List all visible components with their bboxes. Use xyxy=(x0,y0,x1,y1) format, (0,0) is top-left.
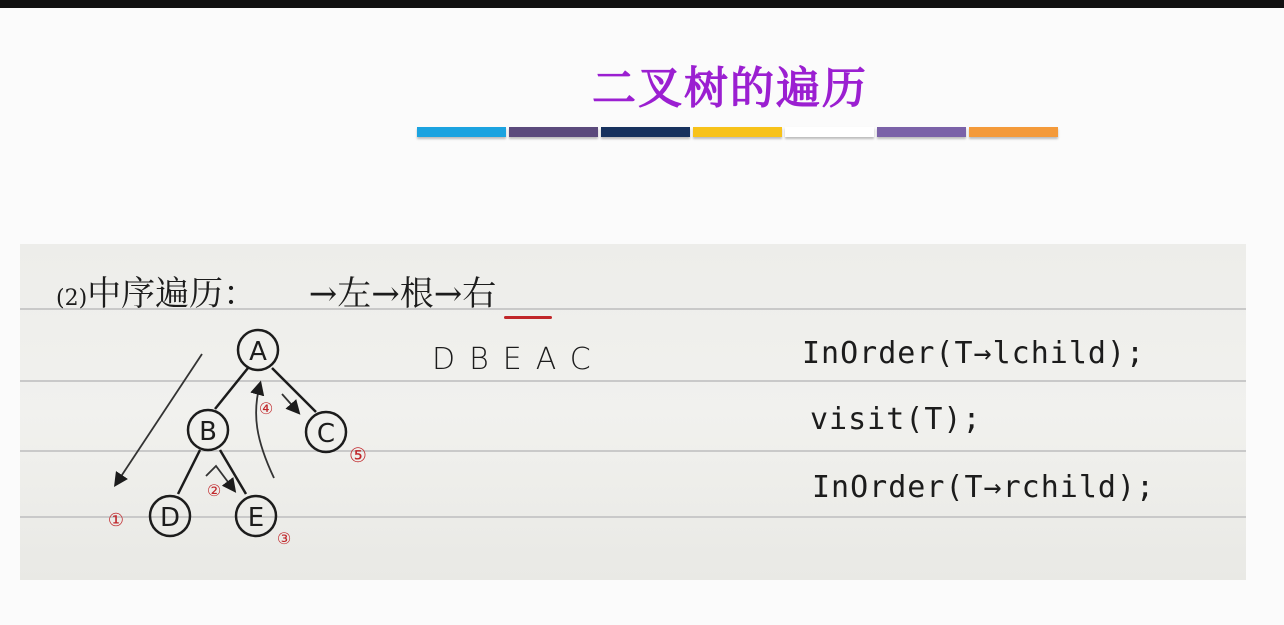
color-segment xyxy=(785,127,874,137)
color-segment xyxy=(877,127,966,137)
code-line-3: InOrder(T→rchild); xyxy=(812,470,1156,505)
step-mark-5: ⑤ xyxy=(349,443,367,467)
root-underline xyxy=(504,316,552,319)
node-label-b: B xyxy=(199,417,217,447)
step-mark-1: ① xyxy=(107,510,125,531)
traversal-rule: →左→根→右 xyxy=(308,274,497,314)
color-segment xyxy=(969,127,1058,137)
step-mark-3: ③ xyxy=(276,529,292,548)
heading-text: 中序遍历： xyxy=(87,274,258,314)
heading-number: (2) xyxy=(56,286,88,311)
node-label-c: C xyxy=(316,419,336,449)
node-label-e: E xyxy=(247,503,265,533)
color-segment xyxy=(509,127,598,137)
edge-a-b xyxy=(215,368,248,409)
color-segment xyxy=(693,127,782,137)
inorder-sequence: DBEAC xyxy=(432,342,605,377)
code-line-2: visit(T); xyxy=(810,402,982,437)
code-line-1: InOrder(T→lchild); xyxy=(802,336,1146,371)
step-mark-2: ② xyxy=(206,481,222,500)
binary-tree-diagram xyxy=(20,244,440,580)
edge-a-c xyxy=(272,368,316,412)
slide-title: 二叉树的遍历 xyxy=(592,63,868,114)
node-label-a: A xyxy=(249,337,267,367)
traversal-arrow-down xyxy=(116,354,202,484)
color-segment xyxy=(601,127,690,137)
color-segment xyxy=(417,127,506,137)
top-border xyxy=(0,0,1284,8)
decorative-color-bar xyxy=(417,127,1058,137)
node-label-d: D xyxy=(159,503,181,533)
traversal-arrow-c xyxy=(282,394,298,412)
edge-b-d xyxy=(178,450,200,494)
step-mark-4: ④ xyxy=(258,399,274,418)
handwritten-note-photo xyxy=(20,244,1246,580)
